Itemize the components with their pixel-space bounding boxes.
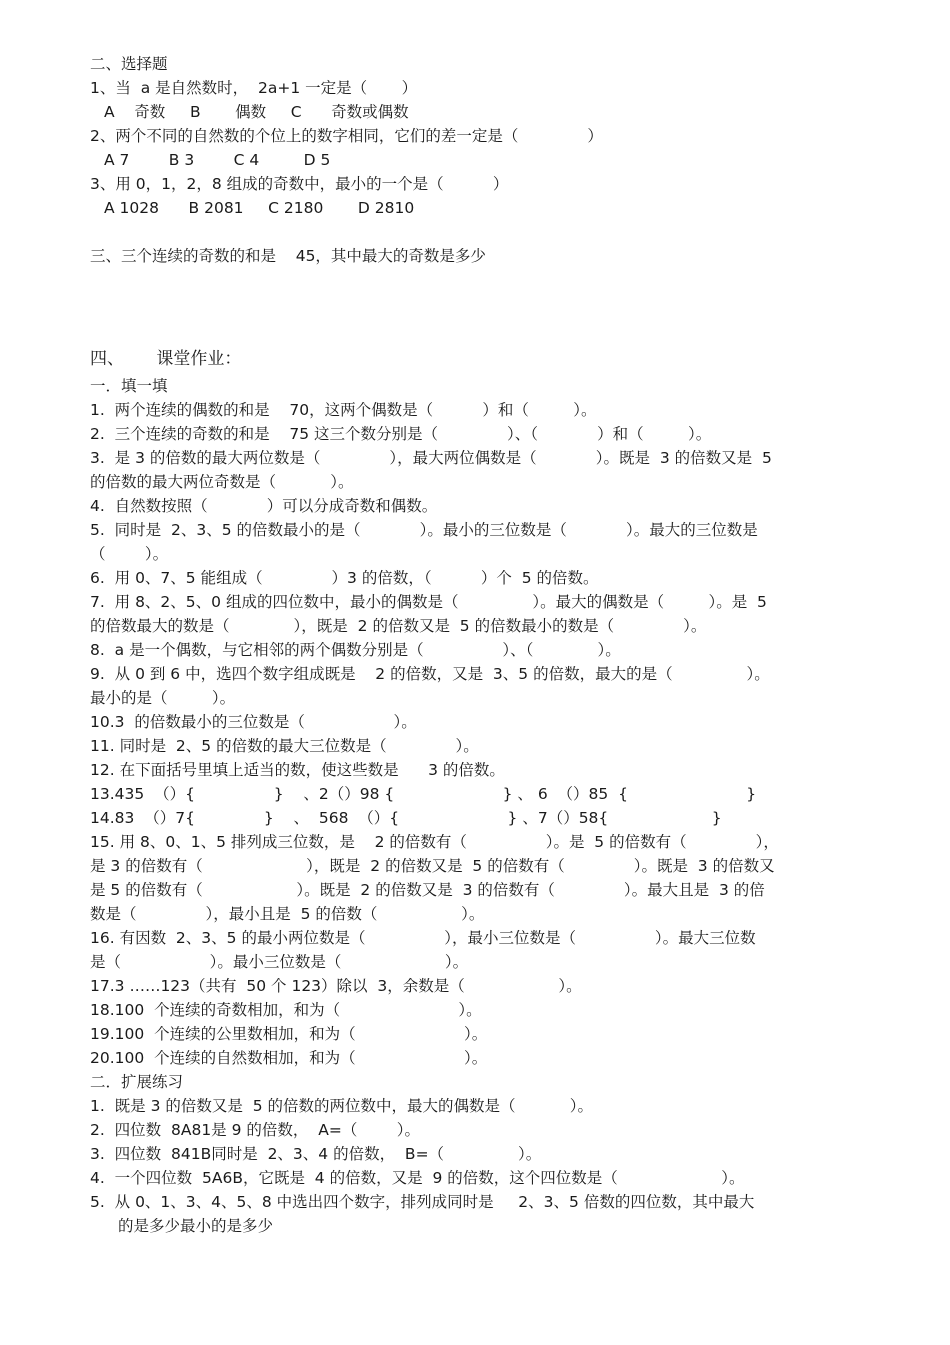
fill-item-continued: 数是（ ），最小且是 5 的倍数（ ）。 [90,905,485,923]
choice-question-3-options: A 1028 B 2081 C 2180 D 2810 [104,199,415,217]
fill-item: 7. 用 8、2、5、0 组成的四位数中，最小的偶数是（ ）。最大的偶数是（ ）。是 5 [90,593,767,611]
fill-item: 13.435 （）{ } 、2（）98 { } 、 6 （）85 { } [90,785,757,803]
fill-item: 2. 三个连续的奇数的和是 75 这三个数分别是（ ）、（ ）和（ ）。 [90,425,712,443]
choice-question-1: 1、当 a 是自然数时， 2a+1 一定是（ ） [90,79,418,97]
choice-question-2: 2、两个不同的自然数的个位上的数字相同，它们的差一定是（ ） [90,127,603,145]
fill-item: 9. 从 0 到 6 中，选四个数字组成既是 2 的倍数，又是 3、5 的倍数，最大的是（ ）。 [90,665,770,683]
fill-item-continued: 的倍数最大的数是（ ），既是 2 的倍数又是 5 的倍数最小的数是（ ）。 [90,617,707,635]
section-4-title: 四、 课堂作业： [90,349,242,369]
fill-item-continued: （ ）。 [90,545,169,563]
fill-item: 10.3 的倍数最小的三位数是（ ）。 [90,713,417,731]
extension-item-continued: 的是多少最小的是多少 [118,1217,274,1235]
fill-item: 15. 用 8、0、1、5 排列成三位数，是 2 的倍数有（ ）。是 5 的倍数有（ ）， [90,833,779,851]
choice-question-2-options: A 7 B 3 C 4 D 5 [104,151,331,169]
fill-item-continued: 的倍数的最大两位奇数是（ ）。 [90,473,354,491]
choice-question-1-options: A 奇数 B 偶数 C 奇数或偶数 [104,103,409,121]
fill-item: 6. 用 0、7、5 能组成（ ）3 的倍数，（ ）个 5 的倍数。 [90,569,599,587]
fill-item-continued: 是（ ）。最小三位数是（ ）。 [90,953,469,971]
fill-item: 20.100 个连续的自然数相加，和为（ ）。 [90,1049,488,1067]
fill-item-continued: 是 3 的倍数有（ ），既是 2 的倍数又是 5 的倍数有（ ）。既是 3 的倍数又 [90,857,775,875]
fill-item-continued: 是 5 的倍数有（ ）。既是 2 的倍数又是 3 的倍数有（ ）。最大且是 3 的倍 [90,881,765,899]
fill-item: 11. 同时是 2、5 的倍数的最大三位数是（ ）。 [90,737,479,755]
extension-item: 4. 一个四位数 5A6B，它既是 4 的倍数，又是 9 的倍数，这个四位数是（ ）。 [90,1169,745,1187]
fill-item-continued: 最小的是（ ）。 [90,689,236,707]
extension-item: 1. 既是 3 的倍数又是 5 的倍数的两位数中，最大的偶数是（ ）。 [90,1097,593,1115]
extension-subtitle: 二．扩展练习 [90,1073,184,1091]
extension-item: 5. 从 0、1、3、4、5、8 中选出四个数字，排列成同时是 2、3、5 倍数的四位数，其中最大 [90,1193,755,1211]
fill-item: 17.3 ……123（共有 50 个 123）除以 3，余数是（ ）。 [90,977,582,995]
extension-item: 3. 四位数 841B同时是 2、3、4 的倍数， B=（ ）。 [90,1145,542,1163]
spacer [90,220,870,244]
fill-item: 19.100 个连续的公里数相加，和为（ ）。 [90,1025,488,1043]
fill-item: 14.83 （）7{ } 、 568 （）{ } 、7（）58{ } [90,809,722,827]
fill-item: 16. 有因数 2、3、5 的最小两位数是（ ），最小三位数是（ ）。最大三位数 [90,929,756,947]
section-3-title: 三、三个连续的奇数的和是 45，其中最大的奇数是多少 [90,247,486,265]
section-2-title: 二、选择题 [90,55,168,73]
fill-item: 1. 两个连续的偶数的和是 70，这两个偶数是（ ）和（ ）。 [90,401,597,419]
fill-item: 18.100 个连续的奇数相加，和为（ ）。 [90,1001,482,1019]
choice-question-3: 3、用 0，1，2，8 组成的奇数中，最小的一个是（ ） [90,175,509,193]
fill-item: 5. 同时是 2、3、5 的倍数最小的是（ ）。最小的三位数是（ ）。最大的三位数是 [90,521,758,539]
fill-item: 4. 自然数按照（ ）可以分成奇数和偶数。 [90,497,438,515]
fill-in-subtitle: 一．填一填 [90,377,168,395]
fill-item: 8. a 是一个偶数，与它相邻的两个偶数分别是（ ）、（ ）。 [90,641,621,659]
document-page [90,52,870,1238]
fill-item: 12. 在下面括号里填上适当的数，使这些数是 3 的倍数。 [90,761,505,779]
extension-item: 2. 四位数 8A81是 9 的倍数， A=（ ）。 [90,1121,421,1139]
fill-item: 3. 是 3 的倍数的最大两位数是（ ），最大两位偶数是（ ）。既是 3 的倍数又是 5 [90,449,772,467]
spacer [90,268,870,340]
